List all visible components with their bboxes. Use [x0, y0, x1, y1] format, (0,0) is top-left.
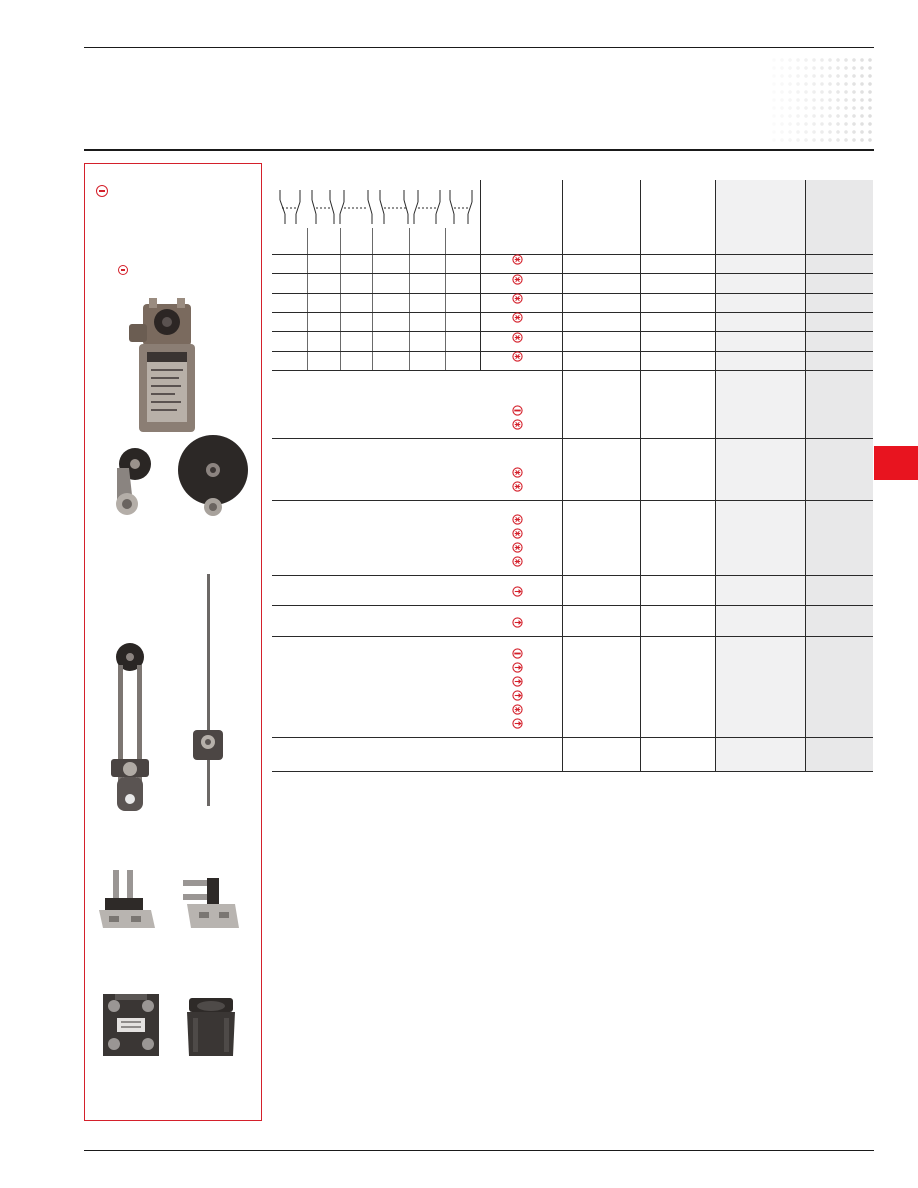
cable-gland-image — [183, 996, 239, 1060]
positive-opening-icon — [512, 617, 523, 628]
row-divider — [272, 351, 873, 352]
row-divider — [272, 331, 873, 332]
positive-opening-icon — [512, 556, 523, 567]
adjustable-roller-lever-image — [105, 639, 155, 815]
row-divider — [272, 254, 873, 255]
table-bottom-rule — [272, 771, 873, 772]
column-divider — [480, 180, 481, 370]
row-divider — [272, 500, 873, 501]
positive-opening-icon — [512, 293, 523, 304]
diagram-col-divider — [372, 228, 373, 370]
positive-opening-icon — [118, 265, 128, 275]
positive-opening-icon — [512, 528, 523, 539]
positive-opening-icon — [512, 481, 523, 492]
positive-opening-icon — [512, 467, 523, 478]
shaded-column-a — [716, 180, 806, 772]
positive-opening-icon — [512, 586, 523, 597]
positive-opening-icon — [512, 542, 523, 553]
row-divider — [272, 737, 873, 738]
row-divider — [272, 636, 873, 637]
positive-opening-icon — [512, 419, 523, 430]
contact-diagrams-header — [272, 180, 482, 256]
footer-rule — [84, 1150, 874, 1151]
key-actuator-angled-image — [173, 876, 243, 936]
positive-opening-icon — [512, 690, 523, 701]
header-rule — [84, 149, 874, 151]
product-image-panel — [84, 163, 262, 1121]
column-divider — [805, 180, 806, 772]
column-divider — [562, 180, 563, 772]
diagram-col-divider — [409, 228, 410, 370]
row-divider — [272, 438, 873, 439]
shaded-column-b — [806, 180, 873, 772]
row-divider — [272, 312, 873, 313]
row-divider — [272, 273, 873, 274]
diagram-col-divider — [445, 228, 446, 370]
positive-opening-icon — [512, 274, 523, 285]
positive-opening-icon — [512, 514, 523, 525]
section-tab[interactable] — [874, 446, 918, 480]
positive-opening-icon — [512, 254, 523, 265]
positive-opening-icon — [512, 662, 523, 673]
positive-opening-icon — [96, 185, 108, 197]
row-divider — [272, 293, 873, 294]
row-divider — [272, 370, 873, 371]
column-divider — [715, 180, 716, 772]
top-rule — [84, 47, 874, 48]
roller-lever-small-image — [105, 444, 161, 520]
row-divider — [272, 575, 873, 576]
positive-opening-icon — [512, 405, 523, 416]
diagram-col-divider — [340, 228, 341, 370]
dot-pattern-fade — [770, 56, 874, 144]
row-divider — [272, 605, 873, 606]
column-divider — [640, 180, 641, 772]
product-spec-table — [272, 180, 873, 772]
key-actuator-straight-image — [95, 864, 159, 932]
diagram-col-divider — [307, 228, 308, 370]
positive-opening-icon — [512, 648, 523, 659]
positive-opening-icon — [512, 704, 523, 715]
rod-lever-image — [185, 572, 235, 808]
positive-opening-icon — [512, 312, 523, 323]
contact-block-image — [101, 990, 161, 1060]
positive-opening-icon — [512, 332, 523, 343]
positive-opening-icon — [512, 351, 523, 362]
limit-switch-body-image — [121, 294, 203, 436]
positive-opening-icon — [512, 676, 523, 687]
positive-opening-icon — [512, 718, 523, 729]
roller-lever-large-image — [175, 432, 255, 522]
